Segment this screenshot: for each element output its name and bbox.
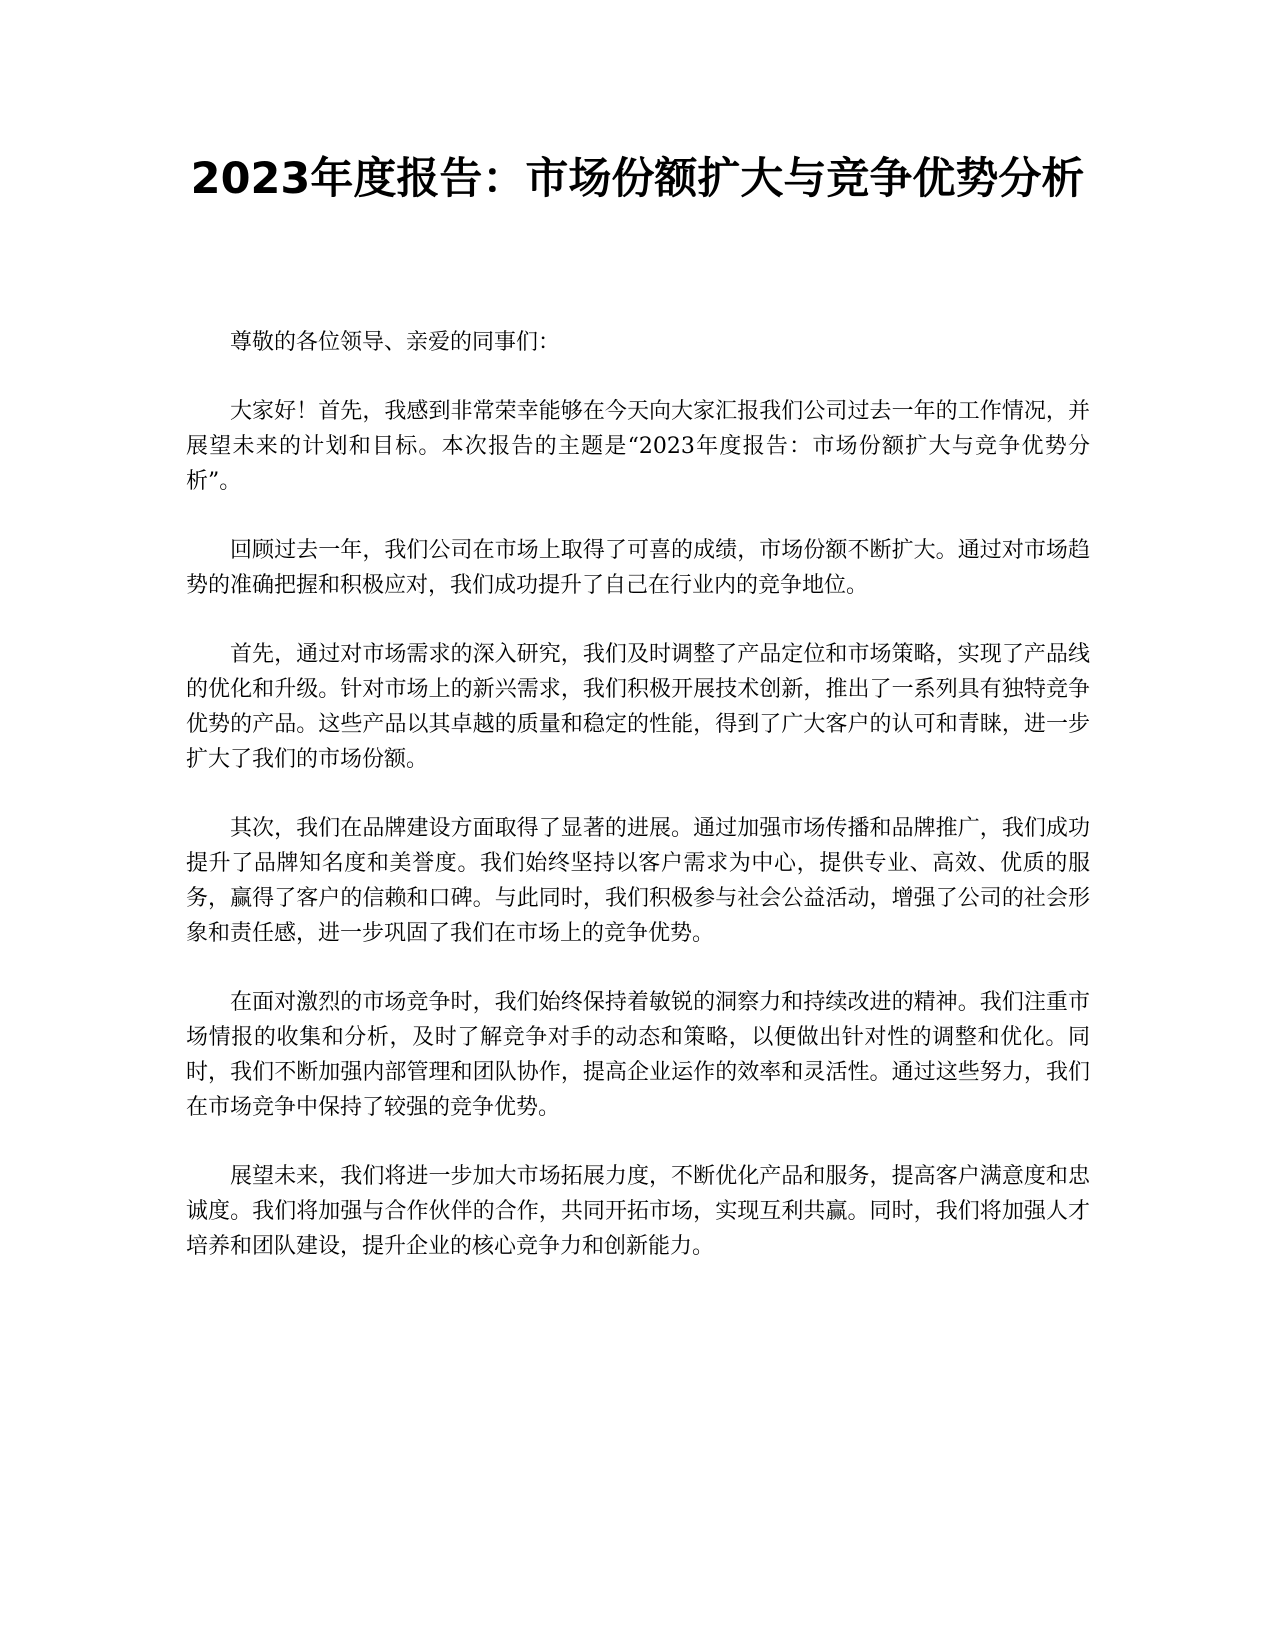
document-body: [186, 325, 1090, 1298]
paragraph-introduction: 大家好！首先，我感到非常荣幸能够在今天向大家汇报我们公司过去一年的工作情况，并展望未来的计划和目标。本次报告的主题是“2023年度报告：市场份额扩大与竞争优势分析”。: [186, 399, 1090, 494]
paragraph-products: 首先，通过对市场需求的深入研究，我们及时调整了产品定位和市场策略，实现了产品线的优化和升级。针对市场上的新兴需求，我们积极开展技术创新，推出了一系列具有独特竞争优势的产品。这些产品以其卓越的质量和稳定的性能，得到了广大客户的认可和青睐，进一步扩大了我们的市场份额。: [186, 642, 1090, 772]
document-title: 2023年度报告：市场份额扩大与竞争优势分析: [190, 154, 1085, 204]
paragraph-review: 回顾过去一年，我们公司在市场上取得了可喜的成绩，市场份额不断扩大。通过对市场趋势的准确把握和积极应对，我们成功提升了自己在行业内的竞争地位。: [186, 538, 1090, 598]
paragraph-outlook: 展望未来，我们将进一步加大市场拓展力度，不断优化产品和服务，提高客户满意度和忠诚度。我们将加强与合作伙伴的合作，共同开拓市场，实现互利共赢。同时，我们将加强人才培养和团队建设，提升企业的核心竞争力和创新能力。: [186, 1164, 1090, 1259]
paragraph-competition: 在面对激烈的市场竞争时，我们始终保持着敏锐的洞察力和持续改进的精神。我们注重市场情报的收集和分析，及时了解竞争对手的动态和策略，以便做出针对性的调整和优化。同时，我们不断加强内部管理和团队协作，提高企业运作的效率和灵活性。通过这些努力，我们在市场竞争中保持了较强的竞争优势。: [186, 990, 1090, 1120]
paragraph-salutation: 尊敬的各位领导、亲爱的同事们：: [230, 330, 561, 355]
paragraph-brand: 其次，我们在品牌建设方面取得了显著的进展。通过加强市场传播和品牌推广，我们成功提升了品牌知名度和美誉度。我们始终坚持以客户需求为中心，提供专业、高效、优质的服务，赢得了客户的信赖和口碑。与此同时，我们积极参与社会公益活动，增强了公司的社会形象和责任感，进一步巩固了我们在市场上的竞争优势。: [186, 816, 1090, 946]
